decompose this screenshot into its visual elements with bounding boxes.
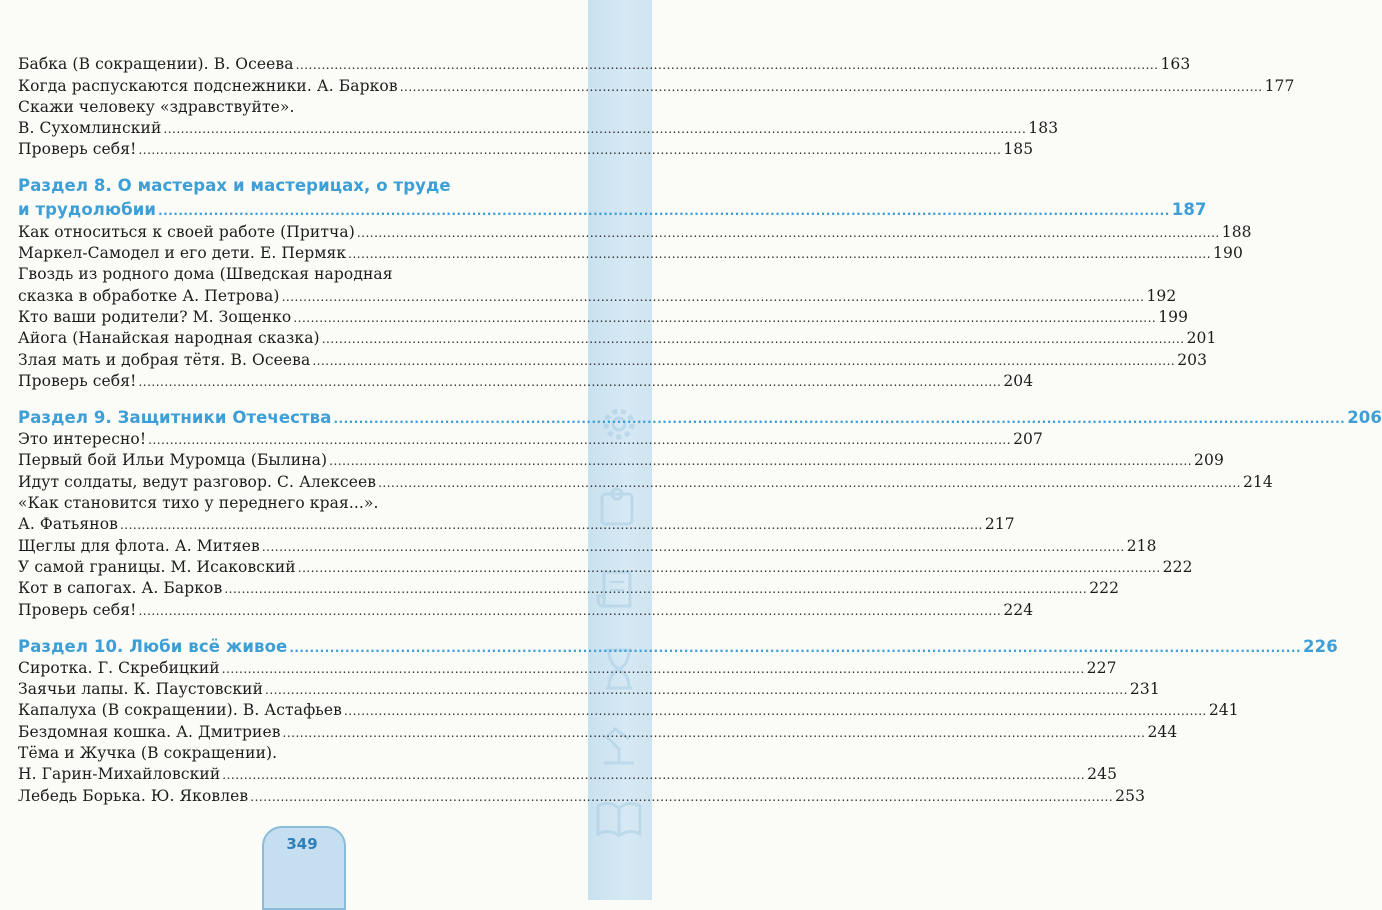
page-ref: 163 bbox=[1160, 55, 1191, 74]
section-heading bbox=[18, 171, 572, 195]
dot-leader: ........................................................................................................................................................................................................ bbox=[333, 411, 1346, 426]
entry-title: Тёма и Жучка (В сокращении). bbox=[18, 744, 278, 763]
toc-entry bbox=[18, 597, 1034, 619]
page-ref: 201 bbox=[1186, 329, 1217, 348]
page-ref: 214 bbox=[1242, 472, 1273, 491]
section-heading bbox=[18, 632, 1338, 656]
page-ref: 245 bbox=[1087, 765, 1118, 784]
entry-title: Проверь себя! bbox=[18, 140, 137, 159]
toc-entry bbox=[18, 677, 1160, 699]
dot-leader: ........................................................................................................................................................................................................ bbox=[221, 661, 1085, 676]
toc-entry bbox=[18, 741, 572, 762]
page-ref: 199 bbox=[1158, 307, 1189, 326]
page-ref: 192 bbox=[1146, 286, 1177, 305]
dot-leader: ........................................................................................................................................................................................................ bbox=[282, 725, 1146, 740]
page-ref: 244 bbox=[1147, 722, 1178, 741]
toc-entry bbox=[18, 512, 1015, 534]
entry-title: Скажи человеку «здравствуйте». bbox=[18, 97, 295, 116]
page-ref: 227 bbox=[1086, 658, 1117, 677]
entry-title: Кто ваши родители? М. Зощенко bbox=[18, 307, 292, 326]
toc-entry bbox=[18, 762, 1118, 784]
page-ref: 206 bbox=[1347, 407, 1382, 427]
entry-title: Гвоздь из родного дома (Шведская народная bbox=[18, 265, 393, 284]
page-ref: 190 bbox=[1213, 244, 1243, 263]
entry-title: Кот в сапогах. А. Барков bbox=[18, 579, 223, 598]
entry-title: Бездомная кошка. А. Дмитриев bbox=[18, 722, 281, 741]
page-number: 349 bbox=[286, 835, 318, 853]
dot-leader: ........................................................................................................................................................................................................ bbox=[295, 58, 1159, 73]
toc-entry bbox=[18, 448, 1224, 470]
toc-entry bbox=[18, 116, 1059, 138]
page-ref: 188 bbox=[1221, 222, 1252, 241]
entry-title: Щеглы для флота. А. Митяев bbox=[18, 536, 260, 555]
page-ref: 253 bbox=[1115, 786, 1146, 805]
section-title: Раздел 9. Защитники Отечества bbox=[18, 407, 332, 427]
dot-leader: ........................................................................................................................................................................................................ bbox=[163, 122, 1027, 137]
entry-title: Маркел-Самодел и его дети. Е. Пермяк bbox=[18, 244, 347, 263]
page-ref: 187 bbox=[1171, 200, 1207, 220]
toc-entry bbox=[18, 369, 1034, 390]
toc-entry bbox=[18, 533, 1157, 555]
dot-leader: ........................................................................................................................................................................................................ bbox=[261, 539, 1125, 554]
dot-leader: ........................................................................................................................................................................................................ bbox=[138, 374, 1002, 389]
section-heading bbox=[18, 195, 1207, 220]
page-ref: 217 bbox=[984, 515, 1015, 534]
section-gap bbox=[18, 619, 572, 632]
dot-leader: ........................................................................................................................................................................................................ bbox=[329, 454, 1193, 469]
dot-leader: ........................................................................................................................................................................................................ bbox=[138, 603, 1002, 618]
entry-title: Н. Гарин-Михайловский bbox=[18, 765, 221, 784]
entry-title: сказка в обработке А. Петрова) bbox=[18, 286, 280, 305]
toc-entry bbox=[18, 656, 1117, 677]
toc-entry bbox=[18, 73, 1295, 95]
lamp-icon bbox=[590, 715, 648, 773]
dot-leader: ........................................................................................................................................................................................................ bbox=[138, 143, 1002, 158]
entry-title: Идут солдаты, ведут разговор. С. Алексеев bbox=[18, 472, 377, 491]
toc-entry bbox=[18, 427, 1043, 449]
section-title: Раздел 8. О мастерах и мастерицах, о труде bbox=[18, 176, 451, 196]
toc-entry bbox=[18, 219, 1252, 241]
dot-leader: ........................................................................................................................................................................................................ bbox=[378, 475, 1241, 490]
entry-title: «Как становится тихо у переднего края...». bbox=[18, 494, 379, 513]
toc-entry bbox=[18, 719, 1178, 741]
entry-title: Лебедь Борька. Ю. Яковлев bbox=[18, 786, 249, 805]
section-gap bbox=[18, 390, 572, 403]
dot-leader: ........................................................................................................................................................................................................ bbox=[265, 683, 1128, 698]
entry-title: Как относиться к своей работе (Притча) bbox=[18, 222, 355, 241]
page-ref: 224 bbox=[1003, 600, 1034, 619]
dot-leader: ........................................................................................................................................................................................................ bbox=[399, 79, 1263, 94]
entry-title: В. Сухомлинский bbox=[18, 119, 162, 138]
toc-entry bbox=[18, 95, 572, 116]
entry-title: Проверь себя! bbox=[18, 600, 137, 619]
page-ref: 209 bbox=[1194, 451, 1224, 470]
dot-leader: ........................................................................................................................................................................................................ bbox=[148, 433, 1012, 448]
toc-entry bbox=[18, 262, 572, 283]
dot-leader: ........................................................................................................................................................................................................ bbox=[158, 204, 1170, 219]
dot-leader: ........................................................................................................................................................................................................ bbox=[321, 332, 1185, 347]
section-title: и трудолюбии bbox=[18, 200, 157, 220]
section-gap bbox=[18, 158, 572, 171]
entry-title: Злая мать и добрая тётя. В. Осеева bbox=[18, 350, 311, 369]
page-ref: 183 bbox=[1028, 119, 1059, 138]
entry-title: Заячьи лапы. К. Паустовский bbox=[18, 680, 264, 699]
page-ref: 204 bbox=[1003, 371, 1034, 390]
toc-entry bbox=[18, 491, 572, 512]
dot-leader: ........................................................................................................................................................................................................ bbox=[222, 768, 1086, 783]
page-ref: 218 bbox=[1126, 536, 1157, 555]
page-ref: 222 bbox=[1162, 557, 1193, 576]
dot-leader: ........................................................................................................................................................................................................ bbox=[356, 225, 1220, 240]
entry-title: Сиротка. Г. Скребицкий bbox=[18, 658, 220, 677]
table-of-contents bbox=[18, 52, 1382, 805]
toc-entry bbox=[18, 469, 1273, 491]
dot-leader: ........................................................................................................................................................................................................ bbox=[224, 582, 1088, 597]
dot-leader: ........................................................................................................................................................................................................ bbox=[289, 640, 1302, 655]
section-heading bbox=[18, 403, 1382, 427]
toc-entry bbox=[18, 326, 1217, 348]
dot-leader: ........................................................................................................................................................................................................ bbox=[293, 310, 1157, 325]
section-title: Раздел 10. Люби всё живое bbox=[18, 636, 288, 656]
entry-title: Когда распускаются подснежники. А. Барков bbox=[18, 76, 398, 95]
toc-entry bbox=[18, 783, 1146, 805]
toc-entry bbox=[18, 698, 1239, 720]
dot-leader: ........................................................................................................................................................................................................ bbox=[343, 704, 1207, 719]
entry-title: Это интересно! bbox=[18, 430, 147, 449]
dot-leader: ........................................................................................................................................................................................................ bbox=[119, 518, 983, 533]
toc-entry bbox=[18, 305, 1189, 326]
dot-leader: ........................................................................................................................................................................................................ bbox=[297, 560, 1161, 575]
page-ref: 177 bbox=[1264, 76, 1295, 95]
dot-leader: ........................................................................................................................................................................................................ bbox=[348, 247, 1212, 262]
toc-entry bbox=[18, 555, 1193, 576]
page-ref: 222 bbox=[1089, 579, 1120, 598]
page-ref: 203 bbox=[1177, 350, 1208, 369]
page-ref: 231 bbox=[1129, 680, 1160, 699]
entry-title: Первый бой Ильи Муромца (Былина) bbox=[18, 451, 328, 470]
dot-leader: ........................................................................................................................................................................................................ bbox=[312, 353, 1176, 368]
dot-leader: ........................................................................................................................................................................................................ bbox=[250, 789, 1114, 804]
page-ref: 241 bbox=[1208, 701, 1239, 720]
dot-leader: ........................................................................................................................................................................................................ bbox=[281, 289, 1145, 304]
entry-title: А. Фатьянов bbox=[18, 515, 118, 534]
entry-title: Айога (Нанайская народная сказка) bbox=[18, 329, 320, 348]
entry-title: Бабка (В сокращении). В. Осеева bbox=[18, 55, 294, 74]
toc-entry bbox=[18, 576, 1120, 598]
entry-title: Капалуха (В сокращении). В. Астафьев bbox=[18, 701, 342, 720]
toc-entry bbox=[18, 137, 1034, 159]
page-ref: 207 bbox=[1013, 430, 1043, 449]
toc-entry bbox=[18, 283, 1177, 305]
page-ref: 226 bbox=[1303, 636, 1338, 656]
toc-entry bbox=[18, 52, 1191, 74]
entry-title: Проверь себя! bbox=[18, 371, 137, 390]
toc-entry bbox=[18, 241, 1243, 263]
toc-entry bbox=[18, 347, 1208, 369]
page-ref: 185 bbox=[1003, 140, 1034, 159]
entry-title: У самой границы. М. Исаковский bbox=[18, 557, 296, 576]
